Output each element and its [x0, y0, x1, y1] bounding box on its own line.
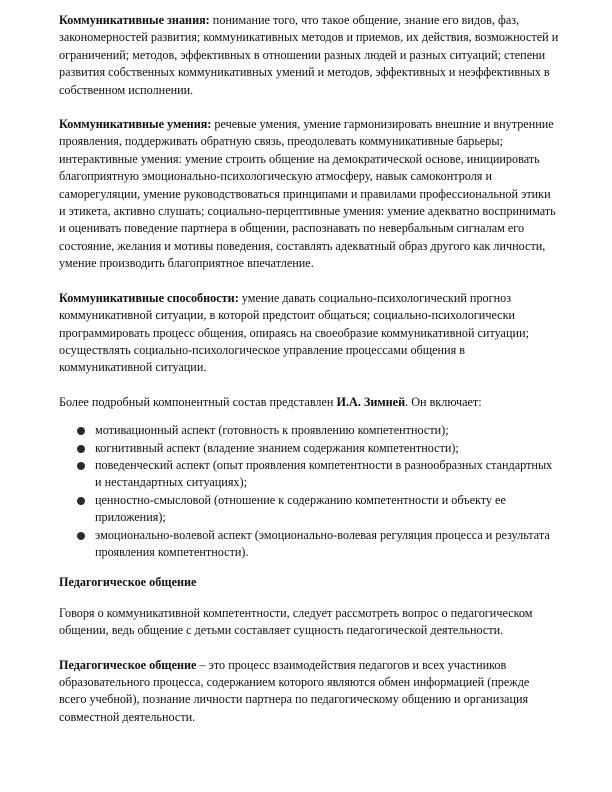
component-list: [59, 422, 559, 561]
author-name: И.А. Зимней: [336, 394, 406, 409]
list-item-text: когнитивный аспект (владение знанием содержания компетентности);: [95, 440, 459, 455]
paragraph-pedagogical-intro: Говоря о коммуникативной компетентности, следует рассмотреть вопрос о педагогическом общении, ведь общение с детьми составляет сущность педагогической деятельности.: [59, 605, 533, 638]
bullet-icon: [77, 462, 85, 470]
paragraph-text: речевые умения, умение гармонизировать внешние и внутренние проявления, поддерживать обратную связь, преодолевать коммуникативные барьеры; интерактивные умения: умение строить общение на демократической основе, инициировать благоприятную эмоционально-психологическую атмосферу, навык самоконтроля и саморегуляции, умение руководствоваться принципами и правилами профессиональной этики и этикета, активно слушать; социально-перцептивные умения: умение адекватно воспринимать и оценивать поведение партнера в общении, распознавать по невербальным сигналам его состояние, желания и мотивы поведения, составлять адекватный образ другого как личности, умение производить благоприятное впечатление.: [59, 117, 556, 271]
list-item: [95, 422, 559, 439]
bullet-icon: [77, 427, 85, 435]
paragraph-text: понимание того, что такое общение, знание его видов, фаз, закономерностей развития; коммуникативных методов и приемов, их действия, возможностей и ограничений; методов, эффективных в отношении разных людей и разных ситуаций; степени развития собственных коммуникативных умений и методов, эффективных и неэффективных в собственном исполнении.: [59, 13, 559, 97]
paragraph-component-intro: [59, 394, 559, 411]
intro-text-before: Более подробный компонентный состав представлен: [59, 394, 337, 409]
intro-text-after: . Он включает:: [405, 394, 482, 409]
paragraph-text: – это процесс взаимодействия педагогов и всех участников образовательного процесса, содержанием которого являются обмен информацией (прежде всего учебной), познание личности партнера по педагогическому общению и организация совместной деятельности.: [59, 657, 530, 724]
list-item: [95, 492, 559, 527]
list-item: [95, 527, 559, 562]
term-communicative-abilities: Коммуникативные способности:: [59, 290, 239, 305]
bullet-icon: [77, 497, 85, 505]
bullet-icon: [77, 445, 85, 453]
list-item-text: мотивационный аспект (готовность к проявлению компетентности);: [95, 423, 449, 438]
paragraph-communicative-abilities: [59, 290, 559, 377]
list-item-text: ценностно-смысловой (отношение к содержанию компетентности и объекту ее приложения);: [95, 492, 506, 525]
paragraph-text: умение давать социально-психологический прогноз коммуникативной ситуации, в которой предстоит общаться; социально-психологически программировать процесс общения, опираясь на своеобразие коммуникативной ситуации; осуществлять социально-психологическое управление процессами общения в коммуникативной ситуации.: [59, 290, 529, 375]
list-item-text: поведенческий аспект (опыт проявления компетентности в разнообразных стандартных и нестандартных ситуациях);: [95, 457, 553, 490]
list-item: [95, 440, 559, 457]
section-heading: Педагогическое общение: [59, 575, 197, 590]
list-item-text: эмоционально-волевой аспект (эмоционально-волевая регуляция процесса и результата проявления компетентности).: [95, 527, 550, 559]
term-communicative-knowledge: Коммуникативные знания:: [59, 13, 210, 27]
paragraph-communicative-skills: [59, 116, 559, 273]
paragraph-communicative-knowledge: [59, 12, 559, 99]
document-body: [59, 12, 559, 743]
term-communicative-skills: Коммуникативные умения:: [59, 117, 212, 132]
bullet-icon: [77, 532, 85, 540]
list-item: [95, 457, 559, 492]
term-pedagogical-communication: Педагогическое общение: [59, 657, 197, 672]
paragraph-pedagogical-definition: [59, 657, 559, 727]
